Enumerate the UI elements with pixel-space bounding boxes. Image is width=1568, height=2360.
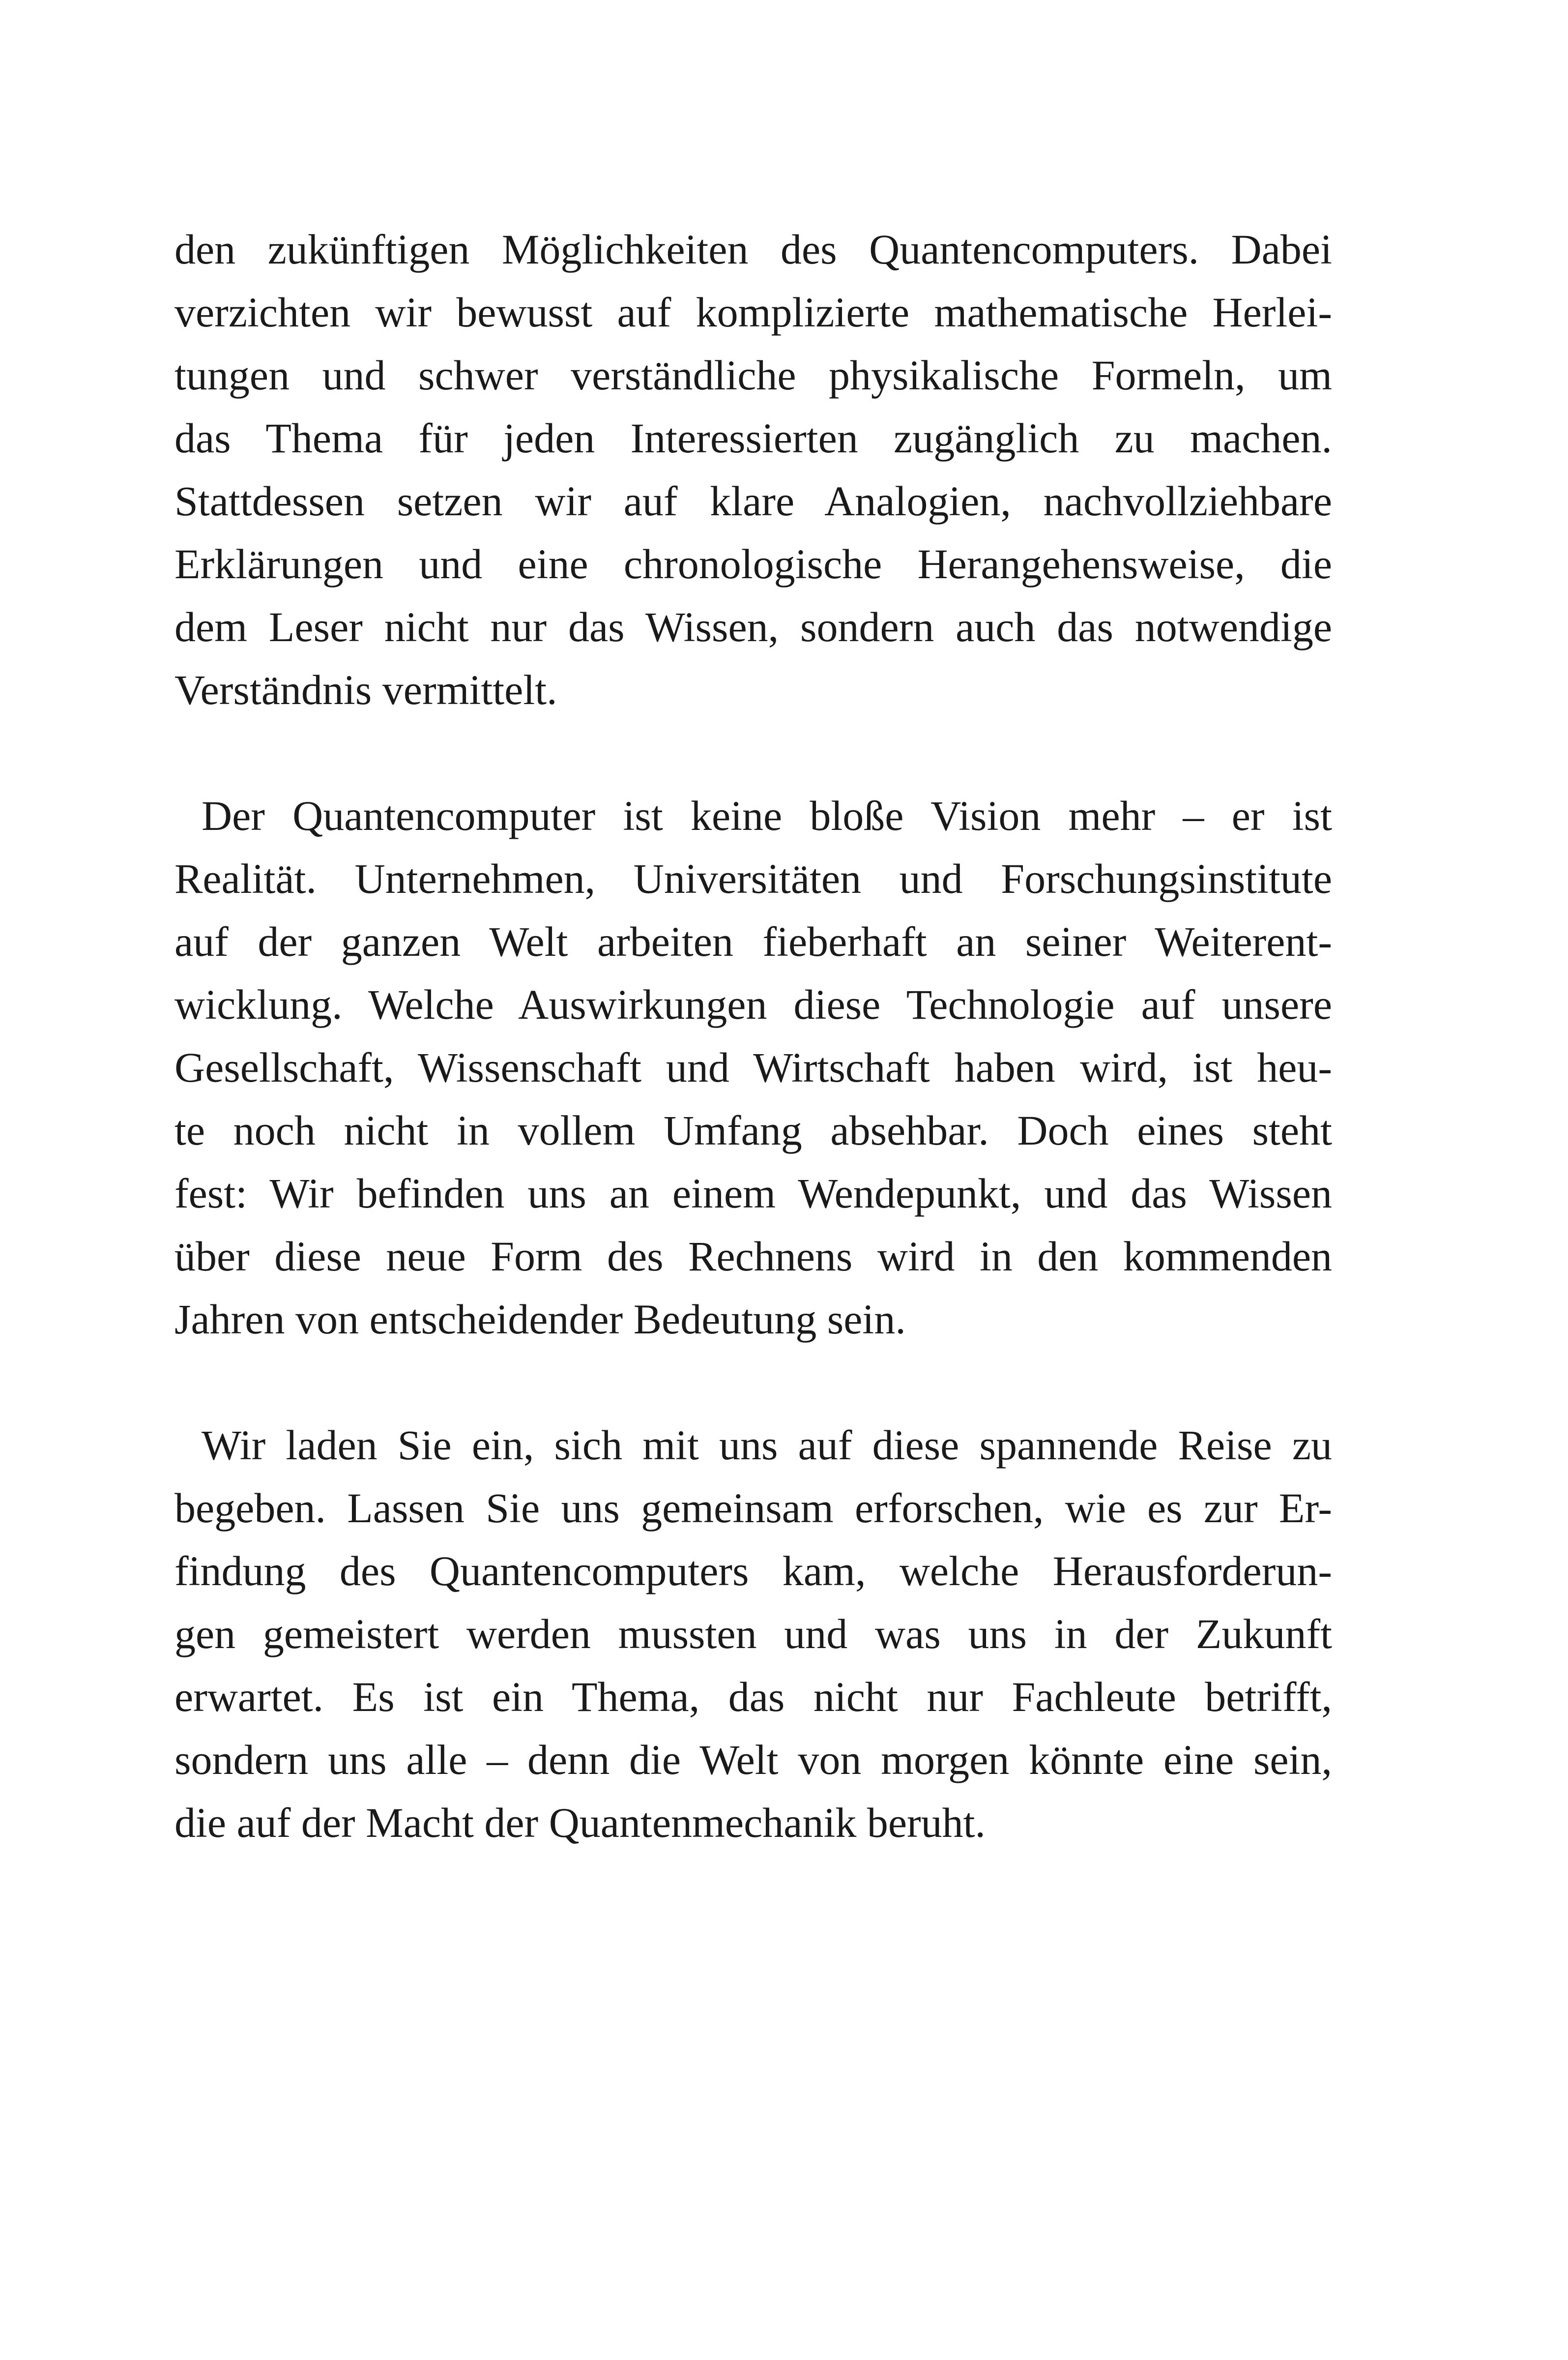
text-line: Der Quantencomputer ist keine bloße Vision mehr – er ist (202, 792, 1332, 839)
text-line: Verständnis vermittelt. (174, 666, 557, 713)
text-line: Gesellschaft, Wissenschaft und Wirtschaft haben wird, ist heu- (174, 1044, 1332, 1091)
body-text (174, 218, 1332, 1854)
paragraph-spacer (174, 721, 1332, 784)
text-line: über diese neue Form des Rechnens wird in den kommenden (174, 1233, 1332, 1280)
text-line: Realität. Unternehmen, Universitäten und Forschungsinstitute (174, 855, 1332, 902)
paragraph (174, 784, 1332, 1351)
text-line: Wir laden Sie ein, sich mit uns auf diese spannende Reise zu (202, 1421, 1332, 1469)
text-line: verzichten wir bewusst auf komplizierte mathematische Herlei- (174, 289, 1332, 336)
paragraph (174, 218, 1332, 721)
text-line: das Thema für jeden Interessierten zugänglich zu machen. (174, 414, 1332, 462)
text-line: Erklärungen und eine chronologische Herangehensweise, die (174, 540, 1332, 588)
text-line: findung des Quantencomputers kam, welche Herausforderun- (174, 1547, 1332, 1594)
text-line: sondern uns alle – denn die Welt von morgen könnte eine sein, (174, 1736, 1332, 1783)
text-line: dem Leser nicht nur das Wissen, sondern auch das notwendige (174, 603, 1332, 650)
text-line: begeben. Lassen Sie uns gemeinsam erforschen, wie es zur Er- (174, 1484, 1332, 1532)
paragraph-spacer (174, 1351, 1332, 1414)
text-line: Jahren von entscheidender Bedeutung sein. (174, 1296, 906, 1343)
text-line: Stattdessen setzen wir auf klare Analogien, nachvollziehbare (174, 477, 1332, 525)
text-line: die auf der Macht der Quantenmechanik beruht. (174, 1799, 986, 1846)
text-line: gen gemeistert werden mussten und was uns in der Zukunft (174, 1610, 1332, 1657)
text-line: auf der ganzen Welt arbeiten fieberhaft an seiner Weiterent- (174, 918, 1332, 965)
text-line: erwartet. Es ist ein Thema, das nicht nur Fachleute betrifft, (174, 1673, 1332, 1720)
text-line: fest: Wir befinden uns an einem Wendepunkt, und das Wissen (174, 1170, 1332, 1217)
text-line: te noch nicht in vollem Umfang absehbar. Doch eines steht (174, 1107, 1332, 1154)
text-line: den zukünftigen Möglichkeiten des Quantencomputers. Dabei (174, 226, 1332, 273)
text-line: tungen und schwer verständliche physikalische Formeln, um (174, 352, 1332, 399)
text-line: wicklung. Welche Auswirkungen diese Technologie auf unsere (174, 981, 1332, 1028)
paragraph (174, 1414, 1332, 1854)
